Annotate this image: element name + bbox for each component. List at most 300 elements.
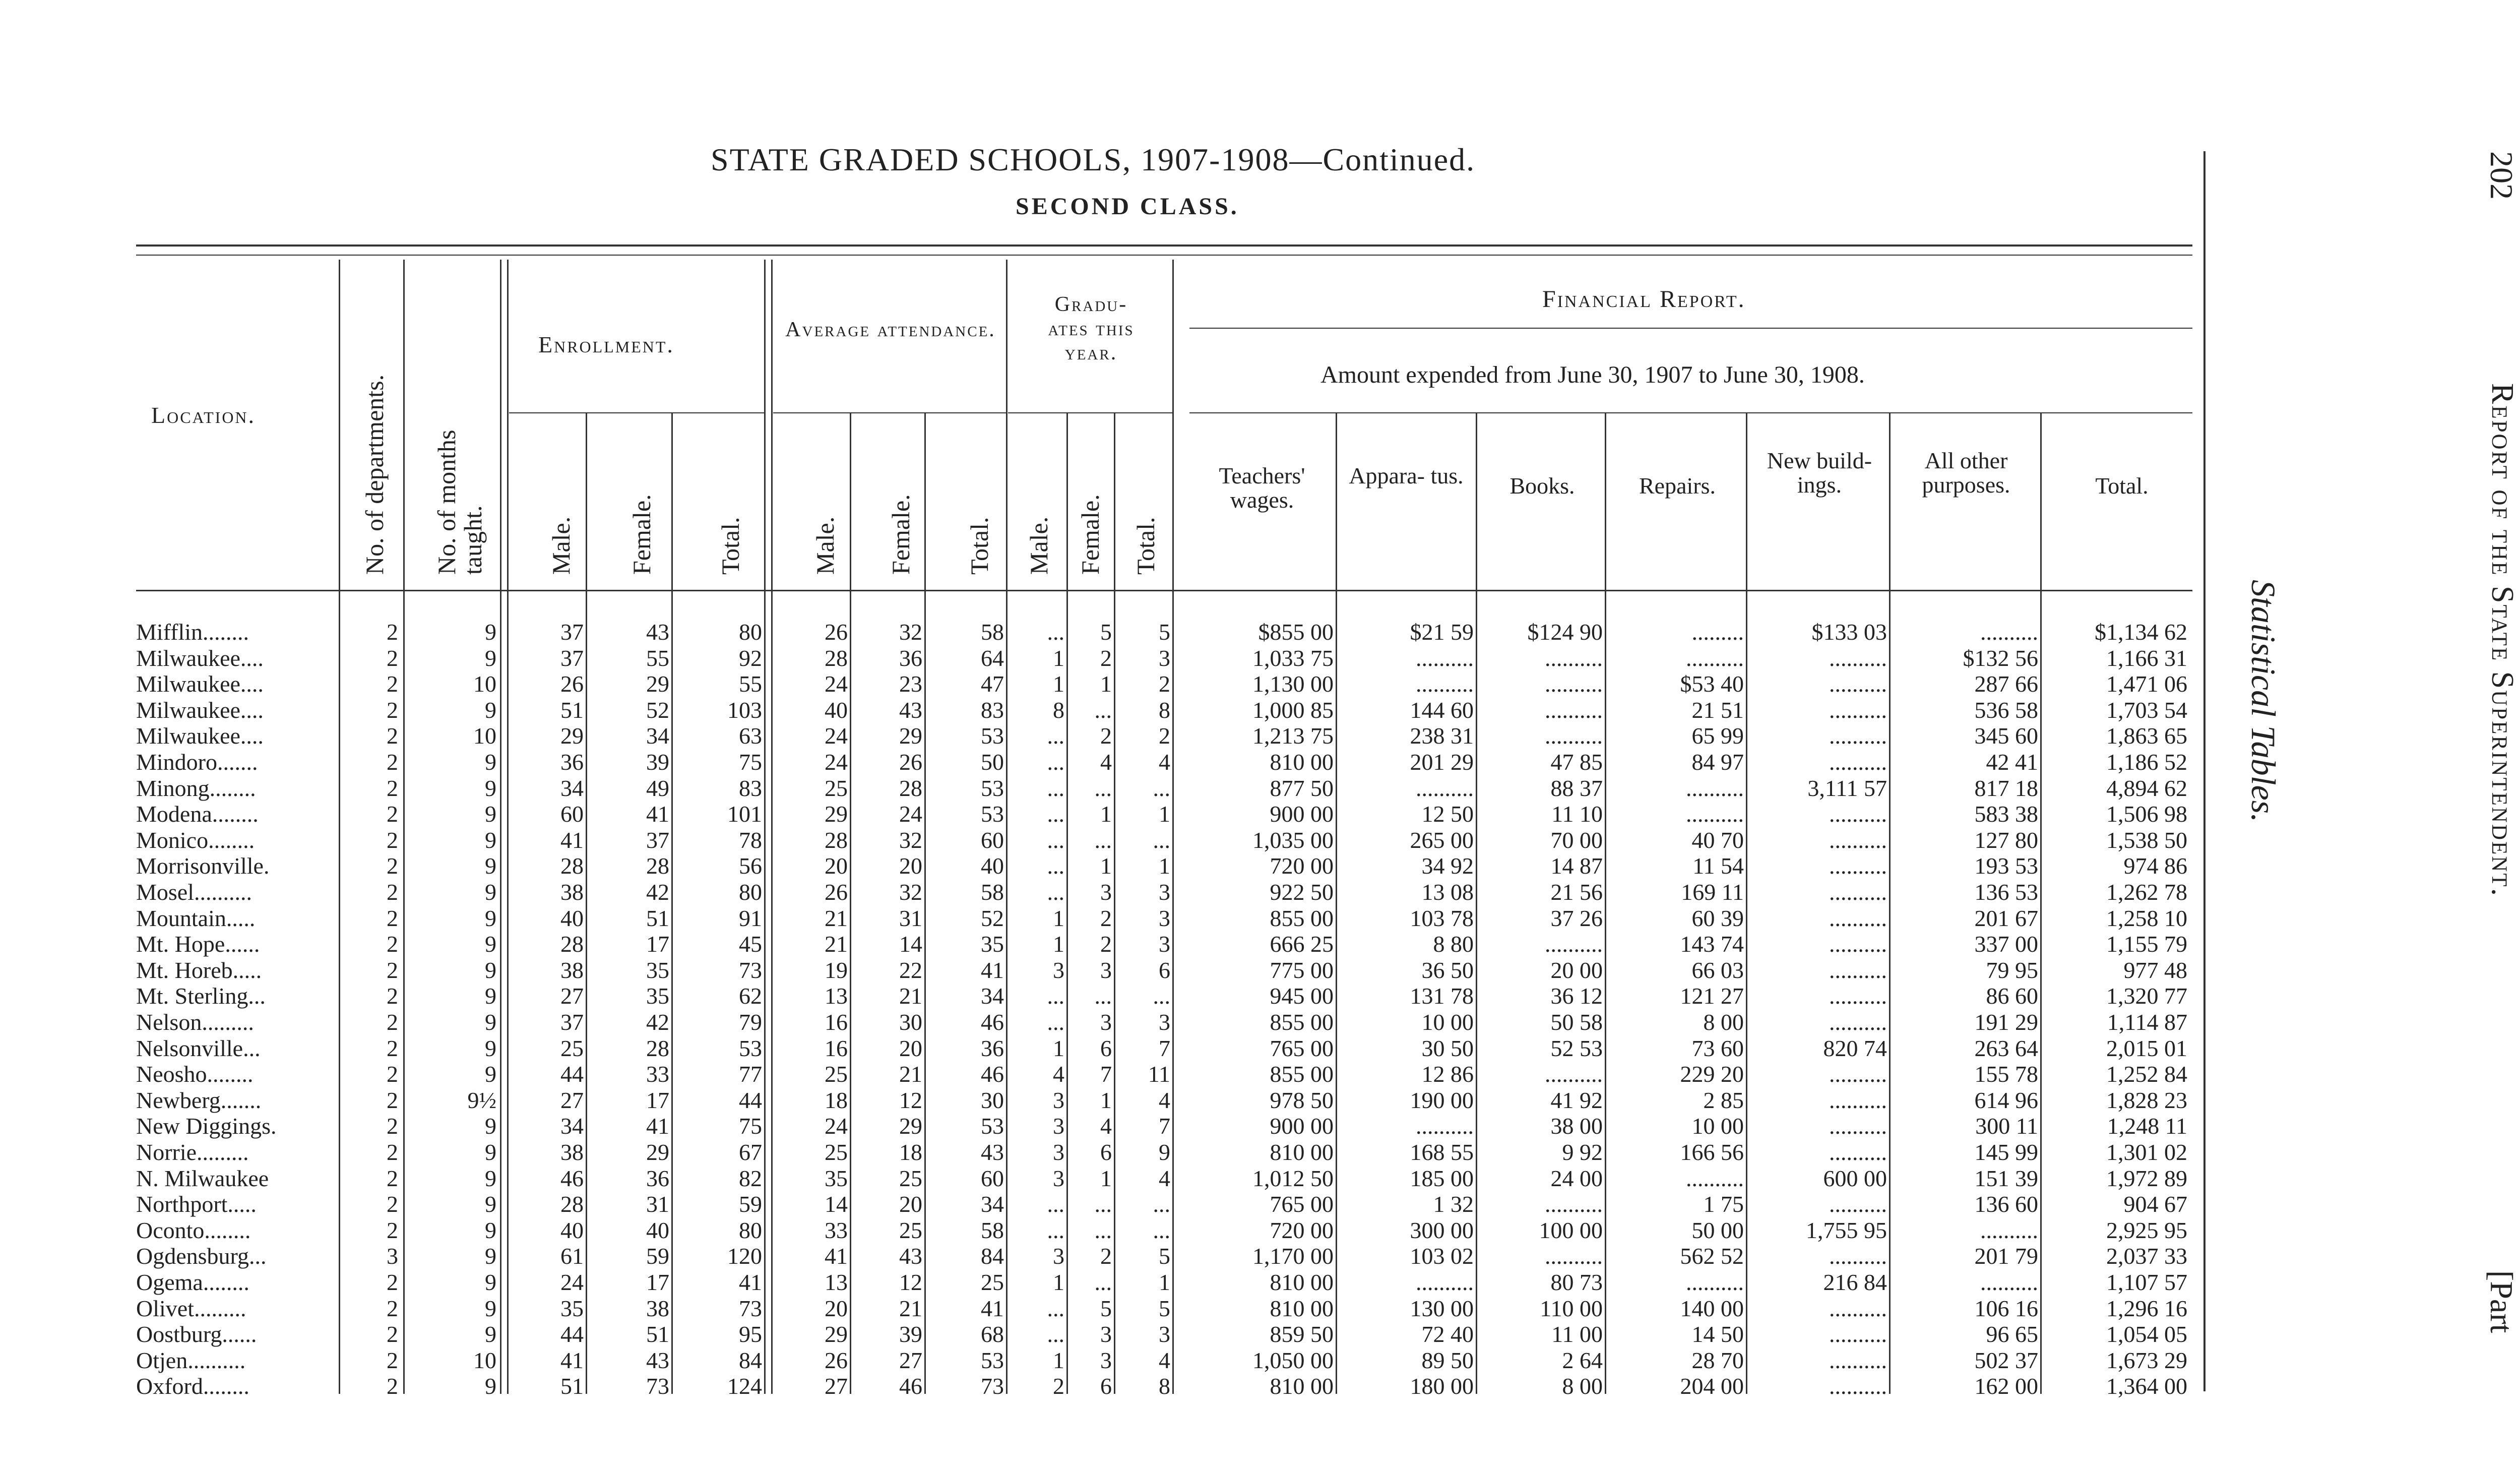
table-cell-af: 32 — [899, 827, 922, 853]
table-cell-af: 43 — [899, 697, 922, 723]
table-cell-rp: .......... — [1686, 775, 1744, 801]
table-cell-gt: ... — [1153, 775, 1170, 801]
table-cell-gt: 5 — [1159, 619, 1170, 645]
page-subtitle: SECOND CLASS. — [1016, 193, 1239, 220]
table-cell-rp: 60 39 — [1691, 905, 1744, 931]
table-cell-gm: 1 — [1053, 905, 1064, 931]
table-cell-ef: 42 — [646, 1009, 669, 1035]
table-cell-tw: 810 00 — [1270, 1139, 1334, 1165]
table-cell-mo: 9 — [485, 801, 496, 827]
table-cell-ef: 39 — [646, 749, 669, 775]
table-cell-op: 817 18 — [1974, 775, 2038, 801]
table-cell-nb: .......... — [1829, 1061, 1887, 1087]
table-cell-tw: 720 00 — [1270, 1217, 1334, 1243]
table-cell-et: 55 — [739, 671, 762, 697]
table-cell-dep: 2 — [387, 1009, 398, 1035]
table-cell-at: 60 — [981, 1165, 1004, 1191]
table-cell-tw: 765 00 — [1270, 1191, 1334, 1217]
table-cell-nb: .......... — [1829, 957, 1887, 983]
table-cell-mo: 9 — [485, 645, 496, 671]
table-cell-am: 25 — [825, 775, 848, 801]
table-cell-af: 25 — [899, 1217, 922, 1243]
table-cell-bk: 52 53 — [1550, 1035, 1603, 1061]
table-cell-rp: 229 20 — [1680, 1061, 1744, 1087]
table-cell-ef: 17 — [646, 1087, 669, 1113]
table-cell-op: 162 00 — [1974, 1373, 2038, 1399]
table-cell-tot: 1,262 78 — [2106, 879, 2187, 905]
table-cell-em: 37 — [560, 645, 584, 671]
table-cell-gf: 4 — [1100, 749, 1112, 775]
row-location: Morrisonville. — [136, 853, 270, 879]
table-cell-af: 32 — [899, 879, 922, 905]
table-cell-op: 106 16 — [1974, 1295, 2038, 1321]
table-cell-ap: 34 92 — [1421, 853, 1474, 879]
table-cell-am: 24 — [825, 723, 848, 749]
table-cell-et: 80 — [739, 879, 762, 905]
table-cell-bk: .......... — [1545, 723, 1603, 749]
row-location: N. Milwaukee — [136, 1165, 269, 1191]
table-cell-dep: 2 — [387, 671, 398, 697]
table-cell-af: 12 — [899, 1087, 922, 1113]
table-cell-gm: ... — [1047, 1321, 1064, 1347]
table-cell-mo: 9 — [485, 1139, 496, 1165]
row-location: Mosel.......... — [136, 879, 252, 905]
table-cell-rp: 1 75 — [1703, 1191, 1744, 1217]
table-cell-tot: 4,894 62 — [2106, 775, 2187, 801]
table-cell-tw: 810 00 — [1270, 1295, 1334, 1321]
table-cell-em: 37 — [560, 1009, 584, 1035]
table-cell-op: 127 80 — [1974, 827, 2038, 853]
table-cell-tw: 810 00 — [1270, 749, 1334, 775]
table-cell-gf: 2 — [1100, 723, 1112, 749]
running-head: Report of the State Superintendent. — [2485, 383, 2519, 898]
table-cell-dep: 2 — [387, 1217, 398, 1243]
table-cell-at: 53 — [981, 723, 1004, 749]
table-cell-gt: 2 — [1159, 723, 1170, 749]
table-cell-am: 33 — [825, 1217, 848, 1243]
row-location: New Diggings. — [136, 1113, 277, 1139]
table-cell-gt: 2 — [1159, 671, 1170, 697]
table-cell-ef: 29 — [646, 671, 669, 697]
table-cell-bk: 50 58 — [1550, 1009, 1603, 1035]
table-cell-am: 28 — [825, 645, 848, 671]
table-cell-et: 62 — [739, 983, 762, 1009]
table-cell-at: 34 — [981, 1191, 1004, 1217]
table-cell-em: 41 — [560, 1347, 584, 1373]
table-cell-ef: 33 — [646, 1061, 669, 1087]
table-cell-ef: 43 — [646, 619, 669, 645]
table-cell-mo: 9 — [485, 983, 496, 1009]
table-cell-gf: ... — [1094, 775, 1112, 801]
table-cell-et: 45 — [739, 931, 762, 957]
table-cell-et: 101 — [727, 801, 762, 827]
table-cell-ap: 13 08 — [1421, 879, 1474, 905]
row-location: Mt. Sterling... — [136, 983, 266, 1009]
table-cell-rp: $53 40 — [1680, 671, 1744, 697]
table-cell-mo: 9 — [485, 1061, 496, 1087]
row-location: Nelson......... — [136, 1009, 254, 1035]
table-cell-ef: 51 — [646, 905, 669, 931]
table-cell-rp: 562 52 — [1680, 1243, 1744, 1269]
table-cell-em: 27 — [560, 1087, 584, 1113]
row-location: Nelsonville... — [136, 1035, 261, 1061]
table-cell-mo: 9 — [485, 879, 496, 905]
table-cell-ef: 40 — [646, 1217, 669, 1243]
table-cell-tot: 1,972 89 — [2106, 1165, 2187, 1191]
table-cell-tw: 900 00 — [1270, 801, 1334, 827]
table-cell-mo: 9 — [485, 1035, 496, 1061]
table-cell-gm: 1 — [1053, 931, 1064, 957]
table-cell-ef: 17 — [646, 931, 669, 957]
table-cell-ef: 59 — [646, 1243, 669, 1269]
row-location: Mindoro....... — [136, 749, 258, 775]
table-cell-dep: 2 — [387, 931, 398, 957]
table-cell-am: 20 — [825, 853, 848, 879]
table-cell-gt: 3 — [1159, 645, 1170, 671]
table-cell-nb: .......... — [1829, 853, 1887, 879]
table-cell-op: 96 65 — [1986, 1321, 2038, 1347]
table-cell-bk: 80 73 — [1550, 1269, 1603, 1295]
table-cell-op: 502 37 — [1974, 1347, 2038, 1373]
table-cell-mo: 9½ — [467, 1087, 496, 1113]
table-cell-gf: ... — [1094, 1191, 1112, 1217]
header-months: No. of months taught. — [432, 430, 487, 575]
table-cell-nb: .......... — [1829, 723, 1887, 749]
table-cell-tw: 855 00 — [1270, 1009, 1334, 1035]
table-cell-gt: 3 — [1159, 1009, 1170, 1035]
table-cell-et: 44 — [739, 1087, 762, 1113]
table-cell-dep: 2 — [387, 1165, 398, 1191]
table-cell-op: 345 60 — [1974, 723, 2038, 749]
table-cell-tw: 775 00 — [1270, 957, 1334, 983]
row-location: Mt. Horeb..... — [136, 957, 262, 983]
table-cell-ap: 36 50 — [1421, 957, 1474, 983]
table-cell-rp: 73 60 — [1691, 1035, 1744, 1061]
table-cell-rp: 21 51 — [1691, 697, 1744, 723]
table-cell-am: 25 — [825, 1139, 848, 1165]
header-grad-male: Male. — [1025, 516, 1053, 575]
table-cell-gm: 3 — [1053, 1139, 1064, 1165]
table-cell-rp: 11 54 — [1692, 853, 1744, 879]
table-cell-ef: 52 — [646, 697, 669, 723]
table-cell-at: 53 — [981, 1113, 1004, 1139]
table-cell-tw: 666 25 — [1270, 931, 1334, 957]
table-cell-af: 31 — [899, 905, 922, 931]
row-location: Mountain..... — [136, 905, 256, 931]
table-cell-bk: .......... — [1545, 1061, 1603, 1087]
table-cell-op: 151 39 — [1974, 1165, 2038, 1191]
table-cell-et: 77 — [739, 1061, 762, 1087]
table-cell-ef: 34 — [646, 723, 669, 749]
table-cell-et: 83 — [739, 775, 762, 801]
table-cell-tw: 945 00 — [1270, 983, 1334, 1009]
page-number: 202 — [2484, 151, 2519, 200]
table-cell-at: 68 — [981, 1321, 1004, 1347]
table-cell-bk: 38 00 — [1550, 1113, 1603, 1139]
table-cell-gm: ... — [1047, 1295, 1064, 1321]
table-cell-bk: 14 87 — [1550, 853, 1603, 879]
table-cell-mo: 9 — [485, 1295, 496, 1321]
table-cell-gt: 7 — [1159, 1113, 1170, 1139]
row-location: Milwaukee.... — [136, 645, 264, 671]
table-cell-tw: 922 50 — [1270, 879, 1334, 905]
table-cell-em: 38 — [560, 879, 584, 905]
table-cell-mo: 10 — [473, 723, 496, 749]
table-cell-tw: 1,213 75 — [1252, 723, 1334, 749]
table-cell-gf: 1 — [1100, 1165, 1112, 1191]
table-cell-ap: 103 02 — [1410, 1243, 1474, 1269]
section-label: Statistical Tables. — [2244, 580, 2283, 823]
table-cell-bk: 37 26 — [1550, 905, 1603, 931]
table-cell-em: 34 — [560, 1113, 584, 1139]
table-cell-nb: .......... — [1829, 1321, 1887, 1347]
table-cell-ef: 43 — [646, 1347, 669, 1373]
table-cell-em: 51 — [560, 1373, 584, 1399]
table-cell-gm: ... — [1047, 827, 1064, 853]
table-cell-em: 51 — [560, 697, 584, 723]
table-cell-op: 614 96 — [1974, 1087, 2038, 1113]
table-cell-dep: 2 — [387, 1061, 398, 1087]
table-cell-mo: 9 — [485, 931, 496, 957]
table-cell-am: 35 — [825, 1165, 848, 1191]
table-cell-ap: .......... — [1416, 1113, 1474, 1139]
table-cell-et: 120 — [727, 1243, 762, 1269]
table-cell-gf: 2 — [1100, 1243, 1112, 1269]
table-cell-em: 28 — [560, 931, 584, 957]
table-cell-gf: 3 — [1100, 957, 1112, 983]
table-cell-gt: 1 — [1159, 1269, 1170, 1295]
row-location: Northport..... — [136, 1191, 257, 1217]
table-cell-gf: ... — [1094, 827, 1112, 853]
row-location: Otjen.......... — [136, 1347, 246, 1373]
table-cell-am: 19 — [825, 957, 848, 983]
table-cell-rp: 2 85 — [1703, 1087, 1744, 1113]
table-cell-dep: 2 — [387, 1269, 398, 1295]
table-cell-at: 58 — [981, 1217, 1004, 1243]
table-cell-tot: 1,296 16 — [2106, 1295, 2187, 1321]
table-cell-gt: 4 — [1159, 1087, 1170, 1113]
table-cell-op: 79 95 — [1986, 957, 2038, 983]
table-cell-nb: .......... — [1829, 827, 1887, 853]
table-cell-af: 23 — [899, 671, 922, 697]
table-cell-am: 40 — [825, 697, 848, 723]
table-cell-mo: 9 — [485, 1165, 496, 1191]
table-cell-bk: 47 85 — [1550, 749, 1603, 775]
table-cell-op: 263 64 — [1974, 1035, 2038, 1061]
table-cell-em: 40 — [560, 1217, 584, 1243]
table-cell-gf: 1 — [1100, 801, 1112, 827]
table-cell-tot: 1,673 29 — [2106, 1347, 2187, 1373]
table-cell-af: 39 — [899, 1321, 922, 1347]
table-cell-op: 42 41 — [1986, 749, 2038, 775]
table-cell-am: 29 — [825, 801, 848, 827]
table-cell-mo: 10 — [473, 1347, 496, 1373]
table-cell-tw: $855 00 — [1258, 619, 1334, 645]
table-cell-em: 36 — [560, 749, 584, 775]
table-cell-gf: 1 — [1100, 671, 1112, 697]
table-cell-at: 43 — [981, 1139, 1004, 1165]
table-cell-ap: .......... — [1416, 1269, 1474, 1295]
table-cell-tot: 1,258 10 — [2106, 905, 2187, 931]
table-cell-am: 26 — [825, 619, 848, 645]
table-cell-af: 20 — [899, 1191, 922, 1217]
table-cell-nb: .......... — [1829, 879, 1887, 905]
table-cell-tot: 1,471 06 — [2106, 671, 2187, 697]
row-location: Oconto........ — [136, 1217, 251, 1243]
table-cell-tot: 2,037 33 — [2106, 1243, 2187, 1269]
table-cell-ap: 180 00 — [1410, 1373, 1474, 1399]
table-cell-af: 32 — [899, 619, 922, 645]
table-cell-tot: 1,114 87 — [2107, 1009, 2187, 1035]
table-cell-dep: 2 — [387, 957, 398, 983]
table-cell-ap: 265 00 — [1410, 827, 1474, 853]
table-cell-at: 53 — [981, 1347, 1004, 1373]
table-cell-nb: 820 74 — [1823, 1035, 1887, 1061]
table-cell-at: 46 — [981, 1009, 1004, 1035]
table-cell-tot: 1,166 31 — [2106, 645, 2187, 671]
header-new-buildings: New build- ings. — [1767, 448, 1872, 498]
table-cell-gf: ... — [1094, 697, 1112, 723]
table-cell-et: 67 — [739, 1139, 762, 1165]
table-cell-tot: 1,186 52 — [2106, 749, 2187, 775]
table-cell-et: 41 — [739, 1269, 762, 1295]
table-cell-gm: ... — [1047, 723, 1064, 749]
header-enroll-total: Total. — [716, 517, 744, 575]
table-cell-gf: 3 — [1100, 1321, 1112, 1347]
table-cell-tot: 974 86 — [2123, 853, 2187, 879]
table-cell-tw: 1,033 75 — [1252, 645, 1334, 671]
table-cell-dep: 2 — [387, 697, 398, 723]
header-grad-total: Total. — [1131, 517, 1160, 575]
row-location: Modena........ — [136, 801, 259, 827]
table-cell-dep: 2 — [387, 1087, 398, 1113]
table-cell-et: 59 — [739, 1191, 762, 1217]
table-cell-dep: 2 — [387, 1295, 398, 1321]
table-cell-bk: .......... — [1545, 1191, 1603, 1217]
table-cell-at: 34 — [981, 983, 1004, 1009]
table-cell-am: 27 — [825, 1373, 848, 1399]
table-cell-rp: 143 74 — [1680, 931, 1744, 957]
table-cell-op: .......... — [1980, 1217, 2038, 1243]
table-cell-gt: 1 — [1159, 801, 1170, 827]
table-cell-af: 46 — [899, 1373, 922, 1399]
table-cell-em: 38 — [560, 957, 584, 983]
row-location: Monico........ — [136, 827, 255, 853]
table-cell-at: 64 — [981, 645, 1004, 671]
table-cell-nb: .......... — [1829, 671, 1887, 697]
row-location: Milwaukee.... — [136, 671, 264, 697]
header-graduates: Gradu- ates this year. — [1048, 293, 1135, 364]
table-cell-bk: 8 00 — [1562, 1373, 1603, 1399]
table-cell-mo: 9 — [485, 1243, 496, 1269]
table-cell-gt: 3 — [1159, 1321, 1170, 1347]
table-cell-af: 22 — [899, 957, 922, 983]
table-cell-at: 47 — [981, 671, 1004, 697]
table-cell-ef: 51 — [646, 1321, 669, 1347]
table-cell-gt: 11 — [1148, 1061, 1170, 1087]
table-cell-tot: 977 48 — [2123, 957, 2187, 983]
header-teachers-wages: Teachers' wages. — [1219, 463, 1305, 513]
table-cell-ap: $21 59 — [1410, 619, 1474, 645]
table-cell-rp: .......... — [1686, 645, 1744, 671]
table-cell-rp: 28 70 — [1691, 1347, 1744, 1373]
table-cell-dep: 2 — [387, 1113, 398, 1139]
table-cell-ef: 73 — [646, 1373, 669, 1399]
table-cell-bk: 11 10 — [1551, 801, 1603, 827]
table-cell-am: 20 — [825, 1295, 848, 1321]
table-cell-nb: .......... — [1829, 1295, 1887, 1321]
table-cell-am: 41 — [825, 1243, 848, 1269]
table-cell-dep: 2 — [387, 1139, 398, 1165]
table-cell-dep: 3 — [387, 1243, 398, 1269]
row-location: Ogdensburg... — [136, 1243, 267, 1269]
part-label: [Part — [2484, 1270, 2519, 1333]
table-cell-op: .......... — [1980, 619, 2038, 645]
table-cell-rp: .......... — [1686, 1269, 1744, 1295]
table-cell-am: 16 — [825, 1035, 848, 1061]
table-cell-tw: 1,170 00 — [1252, 1243, 1334, 1269]
table-cell-at: 52 — [981, 905, 1004, 931]
table-cell-rp: 66 03 — [1691, 957, 1744, 983]
table-cell-dep: 2 — [387, 1373, 398, 1399]
table-cell-gm: 1 — [1053, 645, 1064, 671]
table-cell-et: 91 — [739, 905, 762, 931]
table-cell-et: 103 — [727, 697, 762, 723]
table-cell-et: 124 — [727, 1373, 762, 1399]
table-cell-gf: 3 — [1100, 1347, 1112, 1373]
table-cell-dep: 2 — [387, 775, 398, 801]
table-cell-am: 29 — [825, 1321, 848, 1347]
table-cell-af: 14 — [899, 931, 922, 957]
table-cell-op: 201 79 — [1974, 1243, 2038, 1269]
table-cell-am: 24 — [825, 1113, 848, 1139]
table-cell-tot: 1,538 50 — [2106, 827, 2187, 853]
table-cell-af: 21 — [899, 983, 922, 1009]
table-cell-gt: 8 — [1159, 1373, 1170, 1399]
table-cell-ap: 1 32 — [1433, 1191, 1474, 1217]
header-enrollment: Enrollment. — [538, 332, 674, 357]
table-cell-at: 60 — [981, 827, 1004, 853]
table-cell-op: .......... — [1980, 1269, 2038, 1295]
table-cell-bk: 20 00 — [1550, 957, 1603, 983]
header-fin-total: Total. — [2095, 473, 2149, 499]
table-cell-bk: 21 56 — [1550, 879, 1603, 905]
table-cell-at: 84 — [981, 1243, 1004, 1269]
row-location: Minong........ — [136, 775, 256, 801]
table-cell-tot: 1,320 77 — [2106, 983, 2187, 1009]
table-cell-et: 63 — [739, 723, 762, 749]
table-cell-op: 201 67 — [1974, 905, 2038, 931]
table-cell-et: 79 — [739, 1009, 762, 1035]
table-cell-ap: 168 55 — [1410, 1139, 1474, 1165]
table-cell-op: 155 78 — [1974, 1061, 2038, 1087]
table-cell-dep: 2 — [387, 905, 398, 931]
table-cell-em: 37 — [560, 619, 584, 645]
table-cell-dep: 2 — [387, 645, 398, 671]
table-cell-dep: 2 — [387, 801, 398, 827]
table-cell-tot: 1,107 57 — [2106, 1269, 2187, 1295]
table-cell-tot: 1,703 54 — [2106, 697, 2187, 723]
table-cell-mo: 9 — [485, 697, 496, 723]
table-cell-gf: 1 — [1100, 1087, 1112, 1113]
table-cell-gt: ... — [1153, 827, 1170, 853]
table-cell-am: 16 — [825, 1009, 848, 1035]
table-cell-at: 40 — [981, 853, 1004, 879]
table-cell-gt: 1 — [1159, 853, 1170, 879]
table-cell-em: 24 — [560, 1269, 584, 1295]
table-cell-tot: $1,134 62 — [2095, 619, 2187, 645]
header-enroll-female: Female. — [627, 494, 656, 575]
